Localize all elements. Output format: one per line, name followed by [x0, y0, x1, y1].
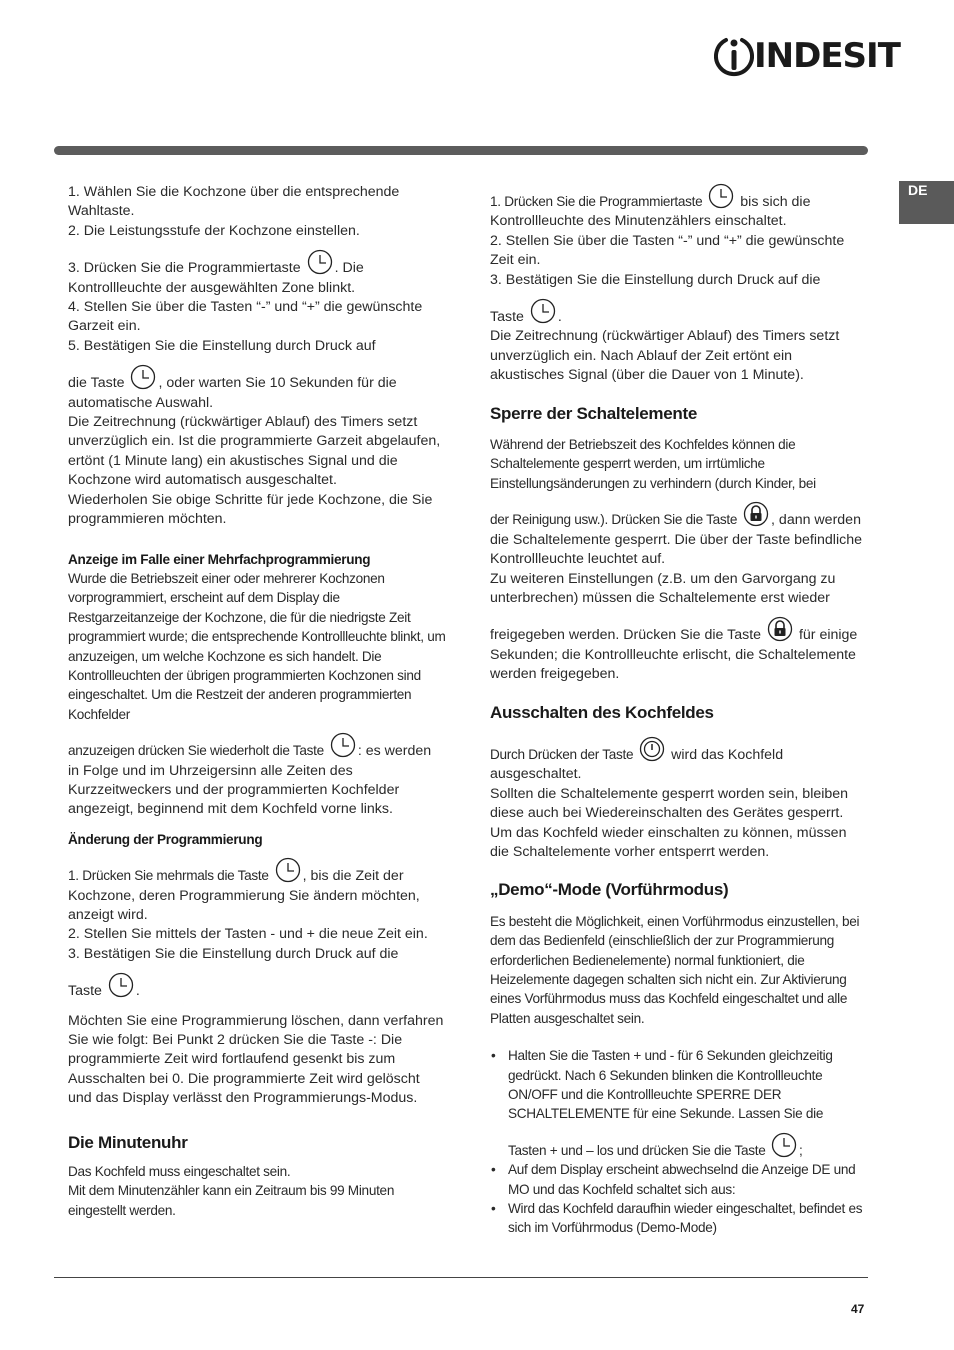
heading-switch-off: Ausschalten des Kochfeldes — [490, 702, 714, 722]
step-5-cont — [68, 364, 446, 413]
heading-demo-mode: „Demo“-Mode (Vorführmodus) — [490, 880, 729, 900]
clock-icon — [130, 364, 156, 390]
clock-icon — [708, 183, 734, 209]
page-number: 47 — [851, 1302, 865, 1316]
step-5-text-b: , oder warten Sie 10 Sekunden für die automatische Auswahl. — [68, 375, 397, 411]
clock-icon — [771, 1132, 797, 1158]
clock-icon — [275, 857, 301, 883]
demo-steps-list — [490, 1046, 868, 1238]
change-step-1 — [68, 857, 446, 925]
minute-3-text-a: Taste — [490, 309, 524, 326]
demo-step-1-text: Halten Sie die Tasten + und - für 6 Sekunden gleichzeitig gedrückt. Nach 6 Sekunden blinken die Kontrollleuchte ON/OFF und die Kontrollleuchte SPERRE DER SCHALTELEMENTE für eine Sekunde. Lassen Sie die — [508, 1048, 833, 1122]
step-4: 4. Stellen Sie über die Tasten “-” und “+” die gewünschte Garzeit ein. — [68, 299, 423, 335]
demo-paragraph: Es besteht die Möglichkeit, einen Vorführmodus einzustellen, bei dem das Bedienfeld (einschließlich der zur Programmierung erforderlichen Bedienelemente) normal funktioniert, die Heizelemente dagegen schalten sich nicht ein. Zur Aktivierung eines Vorführmodus muss das Kochfeld eingeschaltet und alle Platten ausgeschaltet sein. — [490, 913, 860, 1026]
brand-name: INDESIT — [754, 36, 900, 76]
brand-logo — [714, 34, 900, 78]
minute-3-text-b: . — [557, 309, 562, 326]
change-1-text-b: , bis die Zeit der Kochzone, deren Programmierung Sie ändern möchten, anzeigt wird. — [68, 868, 420, 923]
clock-icon — [330, 732, 356, 758]
change-step-3-cont — [68, 972, 446, 1001]
off-paragraph-2: Sollten die Schaltelemente gesperrt worden sein, bleiben diese auch bei Wiedereinschalten des Gerätes gesperrt. Um das Kochfeld wieder einschalten zu können, müssen die Schaltelemente vorher entsperrt werden. — [490, 785, 849, 860]
demo-step-2: • Auf dem Display erscheint abwechselnd die Anzeige DE und MO und das Kochfeld schaltet sich aus: — [508, 1160, 868, 1199]
lock-text-b: , dann werden die Schaltelemente gesperrt. Die über der Taste befindliche Kontrollleuchte leuchtet auf. — [490, 512, 862, 568]
multi-paragraph: Wurde die Betriebszeit einer oder mehrerer Kochzonen vorprogrammiert, erscheint auf dem Display die Restgarzeitanzeige der Kochzone, die für die niedrigste Zeit programmiert wurde; die entsprechende Kontrollleuchte blinkt, um anzuzeigen, um welche Kochzone es sich handelt. Die Kontrollleuchten der übrigen programmierten Kochzonen sind eingeschaltet. Um die Restzeit der anderen programmierten Kochfelder — [68, 570, 446, 722]
lock2-text-a: freigegeben werden. Drücken Sie die Taste — [490, 627, 762, 644]
step-2: 2. Die Leistungsstufe der Kochzone einstellen. — [68, 222, 360, 239]
left-column — [68, 183, 446, 1220]
step-5: 5. Bestätigen Sie die Einstellung durch Druck auf — [68, 337, 376, 354]
minute-step-2: 2. Stellen Sie über die Tasten “-” und “+” die gewünschte Zeit ein. — [490, 232, 845, 269]
heading-control-lock: Sperre der Schaltelemente — [490, 403, 697, 423]
multi-text-a: anzuzeigen drücken Sie wiederholt die Taste — [68, 743, 324, 759]
multi-paragraph-cont — [68, 732, 446, 820]
demo-step-1-text-b: ; — [798, 1142, 803, 1158]
timer-paragraph: Die Zeitrechnung (rückwärtiger Ablauf) des Timers setzt unverzüglich ein. Ist die programmierte Garzeit abgelaufen, ertönt (1 Minute lang) ein akustisches Signal und die Kochzone wird automatisch ausgeschaltet. — [68, 414, 441, 489]
lock-paragraph-2-cont — [490, 616, 868, 684]
demo-step-1 — [508, 1046, 868, 1160]
step-5-text-a: die Taste — [68, 375, 125, 392]
lock-icon — [743, 501, 769, 527]
clock-icon — [530, 298, 556, 324]
step-3-text-a: 3. Drücken Sie die Programmiertaste — [68, 260, 301, 277]
lock2-text-b: für einige Sekunden; die Kontrollleuchte erlischt, die Schaltelemente werden freigegeben. — [490, 627, 858, 683]
brand-logo-mark — [714, 34, 754, 78]
off-text-a: Durch Drücken der Taste — [490, 746, 634, 762]
demo-step-1-text-a: Tasten + und – los und drücken Sie die Taste — [508, 1142, 766, 1158]
minute-step-3-cont — [490, 298, 868, 327]
lock-icon — [767, 616, 793, 642]
demo-step-1-cont — [508, 1132, 802, 1160]
change-3-text-b: . — [135, 983, 140, 1000]
change-step-2: 2. Stellen Sie mittels der Tasten - und + die neue Zeit ein. — [68, 926, 428, 943]
lock-paragraph: Während der Betriebszeit des Kochfeldes können die Schaltelemente gesperrt werden, um irrtümliche Einstellungsänderungen zu verhindern (durch Kinder, bei — [490, 437, 816, 491]
right-column — [490, 183, 868, 1238]
minute-paragraph: Das Kochfeld muss eingeschaltet sein. Mit dem Minutenzähler kann ein Zeitraum bis 99 Minuten eingestellt werden. — [68, 1164, 395, 1218]
repeat-paragraph: Wiederholen Sie obige Schritte für jede Kochzone, die Sie programmieren möchten. — [68, 491, 433, 528]
demo-step-3: • Wird das Kochfeld daraufhin wieder eingeschaltet, befindet es sich im Vorführmodus (Demo-Mode) — [508, 1199, 868, 1238]
change-step-3: 3. Bestätigen Sie die Einstellung durch Druck auf die — [68, 945, 399, 962]
heading-multi-programming: Anzeige im Falle einer Mehrfachprogrammierung — [68, 551, 371, 567]
minute-step-1 — [490, 183, 868, 232]
off-paragraph — [490, 736, 868, 785]
language-tab: DE — [899, 181, 954, 224]
heading-change-programming: Änderung der Programmierung — [68, 831, 263, 847]
multi-text-b: : es werden in Folge und im Uhrzeigersinn alle Zeiten des Kurzzeitweckers und der programmierten Kochfelder angezeigt, beginnend mit dem Kochfeld vorne links. — [68, 743, 432, 818]
step-3 — [68, 249, 446, 298]
change-3-text-a: Taste — [68, 983, 102, 1000]
clock-icon — [307, 249, 333, 275]
heading-minute-timer: Die Minutenuhr — [68, 1132, 188, 1152]
clock-icon — [108, 972, 134, 998]
lock-paragraph-2: Zu weiteren Einstellungen (z.B. um den Garvorgang zu unterbrechen) müssen die Schaltelemente erst wieder — [490, 570, 836, 606]
footer-rule — [54, 1277, 868, 1278]
minute-1-text-a: 1. Drücken Sie die Programmiertaste — [490, 194, 703, 209]
step-3-text-b: . Die Kontrollleuchte der ausgewählten Zone blinkt. — [68, 260, 364, 296]
step-1: 1. Wählen Sie die Kochzone über die entsprechende Wahltaste. — [68, 184, 400, 220]
change-1-text-a: 1. Drücken Sie mehrmals die Taste — [68, 868, 269, 884]
lock-text-a: der Reinigung usw.). Drücken Sie die Taste — [490, 512, 738, 528]
minute-paragraph-2: Die Zeitrechnung (rückwärtiger Ablauf) des Timers setzt unverzüglich ein. Nach Ablauf der Zeit ertönt ein akustisches Signal (über die Dauer von 1 Minute). — [490, 328, 840, 384]
header-bar — [54, 146, 868, 155]
minute-1-text-b: bis sich die Kontrollleuchte des Minutenzählers einschaltet. — [490, 194, 811, 230]
delete-paragraph: Möchten Sie eine Programmierung löschen, dann verfahren Sie wie folgt: Bei Punkt 2 drücken Sie die Taste -: Die programmierte Zeit wird fortlaufend gesenkt bis zum Ausschalten bei 0. Die programmierte Zeit wird gelöscht und das Display verlässt den Programmierungs-Modus. — [68, 1012, 444, 1107]
power-icon — [639, 736, 665, 762]
off-text-b: wird das Kochfeld ausgeschaltet. — [490, 746, 784, 783]
lock-paragraph-cont — [490, 501, 868, 569]
minute-step-3: 3. Bestätigen Sie die Einstellung durch Druck auf die — [490, 271, 821, 288]
